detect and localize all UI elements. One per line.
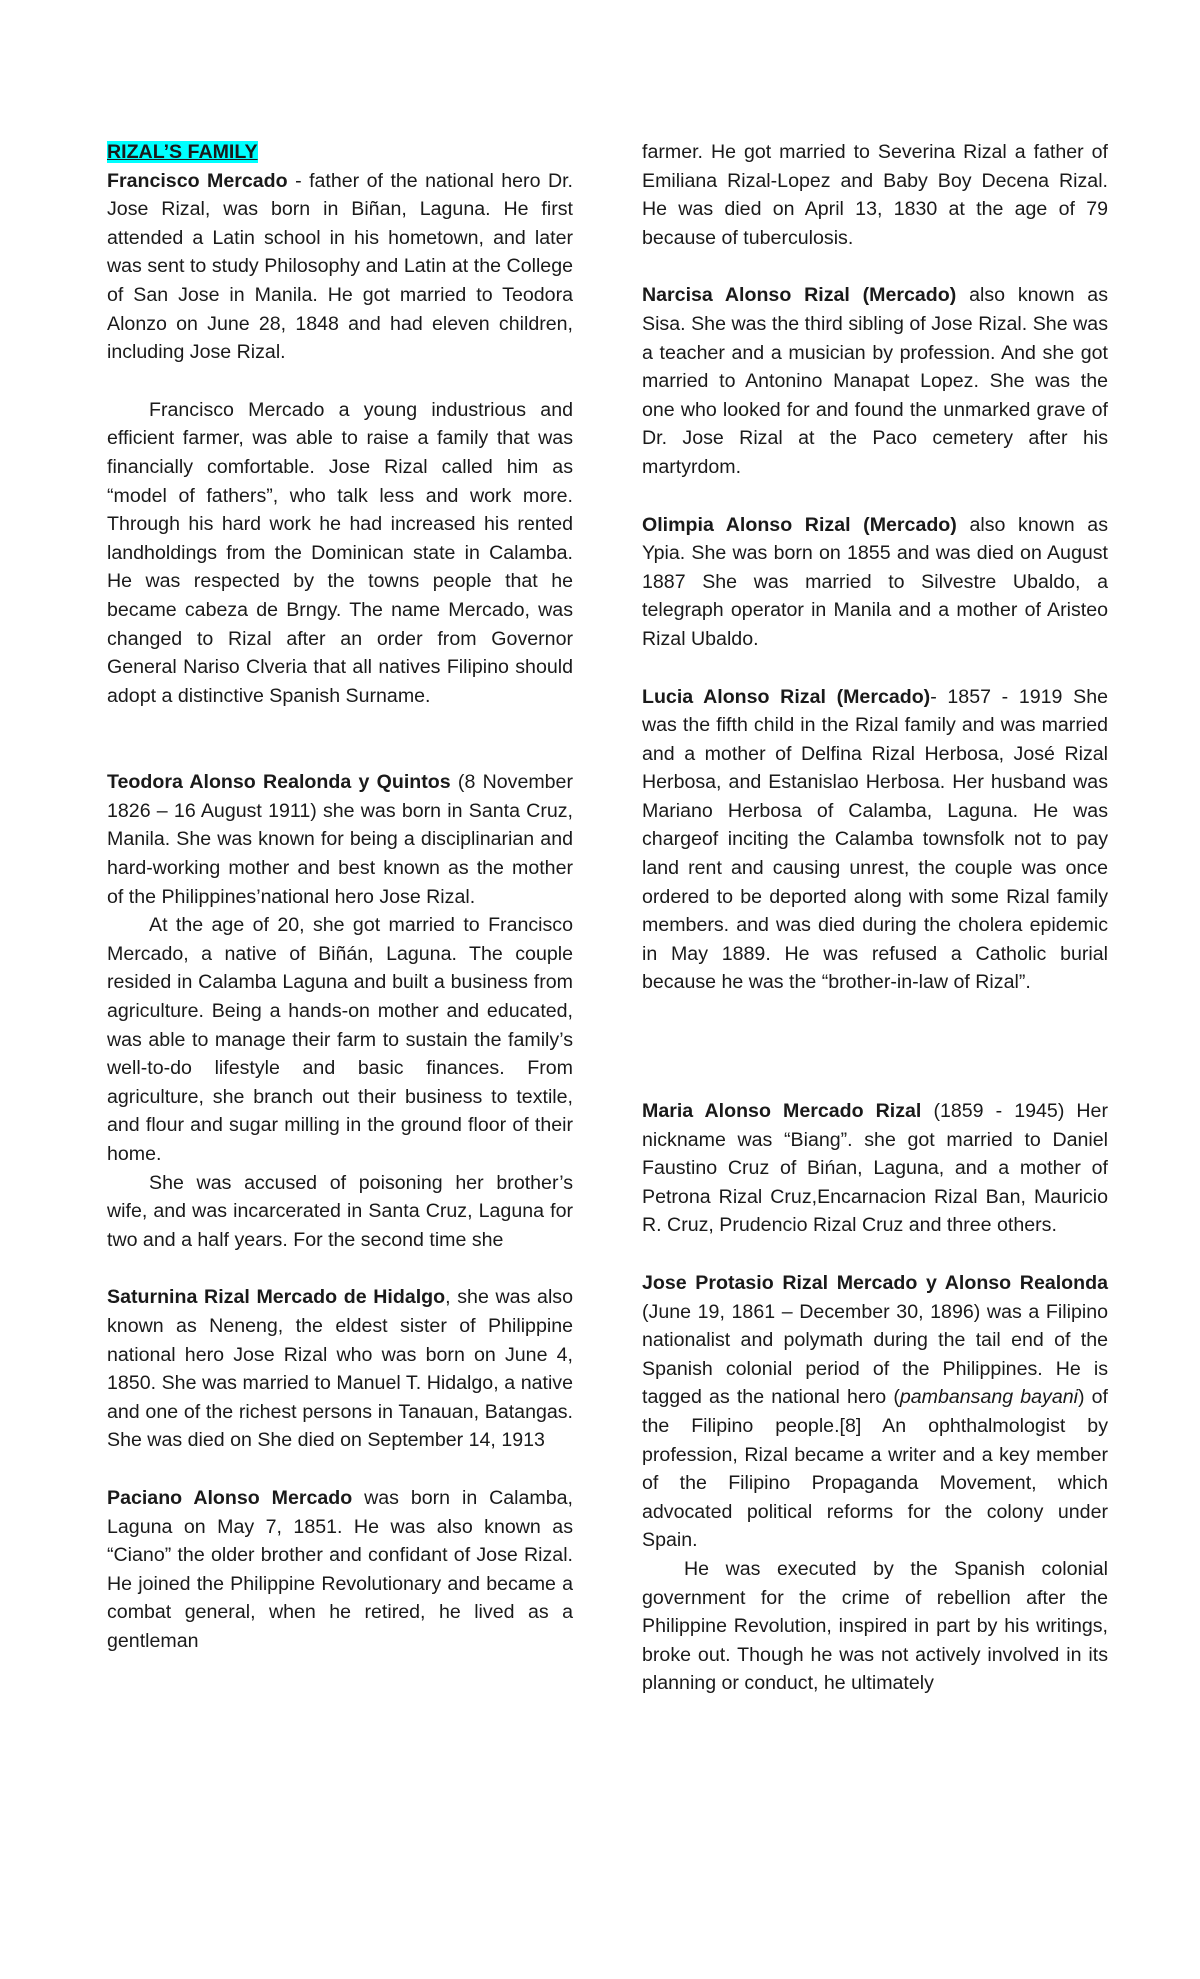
teodora-paragraph-3: She was accused of poisoning her brother’s wife, and was incarcerated in Santa Cruz, Laguna for two and a half years. For the second time she bbox=[107, 1171, 573, 1251]
jose-paragraph-1: Jose Protasio Rizal Mercado y Alonso Realonda (June 19, 1861 – December 30, 1896) was a Filipino nationalist and polymath during the tail end of the Spanish colonial period of the Philippines. He is tagged as the national hero (pambansang bayani) of the Filipino people.[8] An ophthalmologist by profession, Rizal became a writer and a key member of the Filipino Propaganda Movement, which advocated political reforms for the colony under Spain. bbox=[642, 1272, 1108, 1552]
francisco-paragraph-1: Francisco Mercado - father of the national hero Dr. Jose Rizal, was born in Biñan, Laguna. He first attended a Latin school in his hometown, and later was sent to study Philosophy and Latin at the College of San Jose in Manila. He got married to Teodora Alonzo on June 28, 1848 and had eleven children, including Jose Rizal. bbox=[107, 169, 573, 364]
paciano-name: Paciano Alonso Mercado bbox=[107, 1486, 353, 1509]
teodora-paragraph-1: Teodora Alonso Realonda y Quintos (8 November 1826 – 16 August 1911) she was born in Santa Cruz, Manila. She was known for being a disciplinarian and hard-working mother and best known as the mother of the Philippines’national hero Jose Rizal. bbox=[107, 771, 573, 908]
narcisa-paragraph: Narcisa Alonso Rizal (Mercado) also known as Sisa. She was the third sibling of Jose Rizal. She was a teacher and a musician by profession. And she got married to Antonino Manapat Lopez. She was the one who looked for and found the unmarked grave of Dr. Jose Rizal at the Paco cemetery after his martyrdom. bbox=[642, 284, 1108, 478]
jose-name: Jose Protasio Rizal Mercado y Alonso Realonda bbox=[642, 1272, 1108, 1294]
lucia-name: Lucia Alonso Rizal (Mercado) bbox=[642, 685, 931, 708]
olimpia-name: Olimpia Alonso Rizal (Mercado) bbox=[642, 513, 957, 536]
left-column bbox=[107, 138, 573, 1656]
maria-paragraph: Maria Alonso Mercado Rizal (1859 - 1945) Her nickname was “Biang”. she got married to Daniel Faustino Cruz of Bińan, Laguna, and a mother of Petrona Rizal Cruz,Encarnacion Rizal Ban, Mauricio R. Cruz, Prudencio Rizal Cruz and three others. bbox=[642, 1100, 1108, 1237]
maria-name: Maria Alonso Mercado Rizal bbox=[642, 1100, 922, 1123]
narcisa-name: Narcisa Alonso Rizal (Mercado) bbox=[642, 284, 957, 307]
francisco-paragraph-2: Francisco Mercado a young industrious and efficient farmer, was able to raise a family that was financially comfortable. Jose Rizal called him as “model of fathers”, who talk less and work more. Through his hard work he had increased his rented landholdings from the Dominican state in Calamba. He was respected by the towns people that he became cabeza de Brngy. The name Mercado, was changed to Rizal after an order from Governor General Nariso Clveria that all natives Filipino should adopt a distinctive Spanish Surname. bbox=[107, 398, 573, 707]
saturnina-paragraph: Saturnina Rizal Mercado de Hidalgo, she was also known as Neneng, the eldest sister of Philippine national hero Jose Rizal who was born on June 4, 1850. She was married to Manuel T. Hidalgo, a native and one of the richest persons in Tanauan, Batangas. She was died on She died on September 14, 1913 bbox=[107, 1286, 574, 1452]
olimpia-paragraph: Olimpia Alonso Rizal (Mercado) also known as Ypia. She was born on 1855 and was died on August 1887 She was married to Silvestre Ubaldo, a telegraph operator in Manila and a mother of Aristeo Rizal Ubaldo. bbox=[642, 513, 1109, 650]
paciano-paragraph: Paciano Alonso Mercado was born in Calamba, Laguna on May 7, 1851. He was also known as “Ciano” the older brother and confidant of Jose Rizal. He joined the Philippine Revolutionary and became a combat general, when he retired, he lived as a gentleman bbox=[107, 1486, 573, 1652]
teodora-paragraph-2: At the age of 20, she got married to Francisco Mercado, a native of Biñán, Laguna. The couple resided in Calamba Laguna and built a business from agriculture. Being a hands-on mother and educated, was able to manage their farm to sustain the family’s well-to-do lifestyle and basic finances. From agriculture, she branch out their business to textile, and flour and sugar milling in the ground floor of their home. bbox=[107, 914, 573, 1165]
saturnina-name: Saturnina Rizal Mercado de Hidalgo bbox=[107, 1286, 446, 1309]
teodora-name: Teodora Alonso Realonda y Quintos bbox=[107, 771, 451, 794]
francisco-name: Francisco Mercado bbox=[107, 169, 288, 192]
right-column bbox=[642, 138, 1108, 1698]
paciano-continued-paragraph: farmer. He got married to Severina Rizal a father of Emiliana Rizal-Lopez and Baby Boy Decena Rizal. He was died on April 13, 1830 at the age of 79 because of tuberculosis. bbox=[642, 141, 1108, 249]
page-title: RIZAL’S FAMILY bbox=[107, 141, 258, 163]
lucia-paragraph: Lucia Alonso Rizal (Mercado)- 1857 - 1919 She was the fifth child in the Rizal family and was married and a mother of Delfina Rizal Herbosa, José Rizal Herbosa, and Estanislao Herbosa. Her husband was Mariano Herbosa of Calamba, Laguna. He was chargeof inciting the Calamba townsfolk not to pay land rent and causing unrest, the couple was once ordered to be deported along with some Rizal family members. and was died during the cholera epidemic in May 1889. He was refused a Catholic burial because he was the “brother-in-law of Rizal”. bbox=[642, 685, 1108, 994]
jose-paragraph-2: He was executed by the Spanish colonial government for the crime of rebellion after the Philippine Revolution, inspired in part by his writings, broke out. Though he was not actively involved in its planning or conduct, he ultimately bbox=[642, 1557, 1108, 1695]
